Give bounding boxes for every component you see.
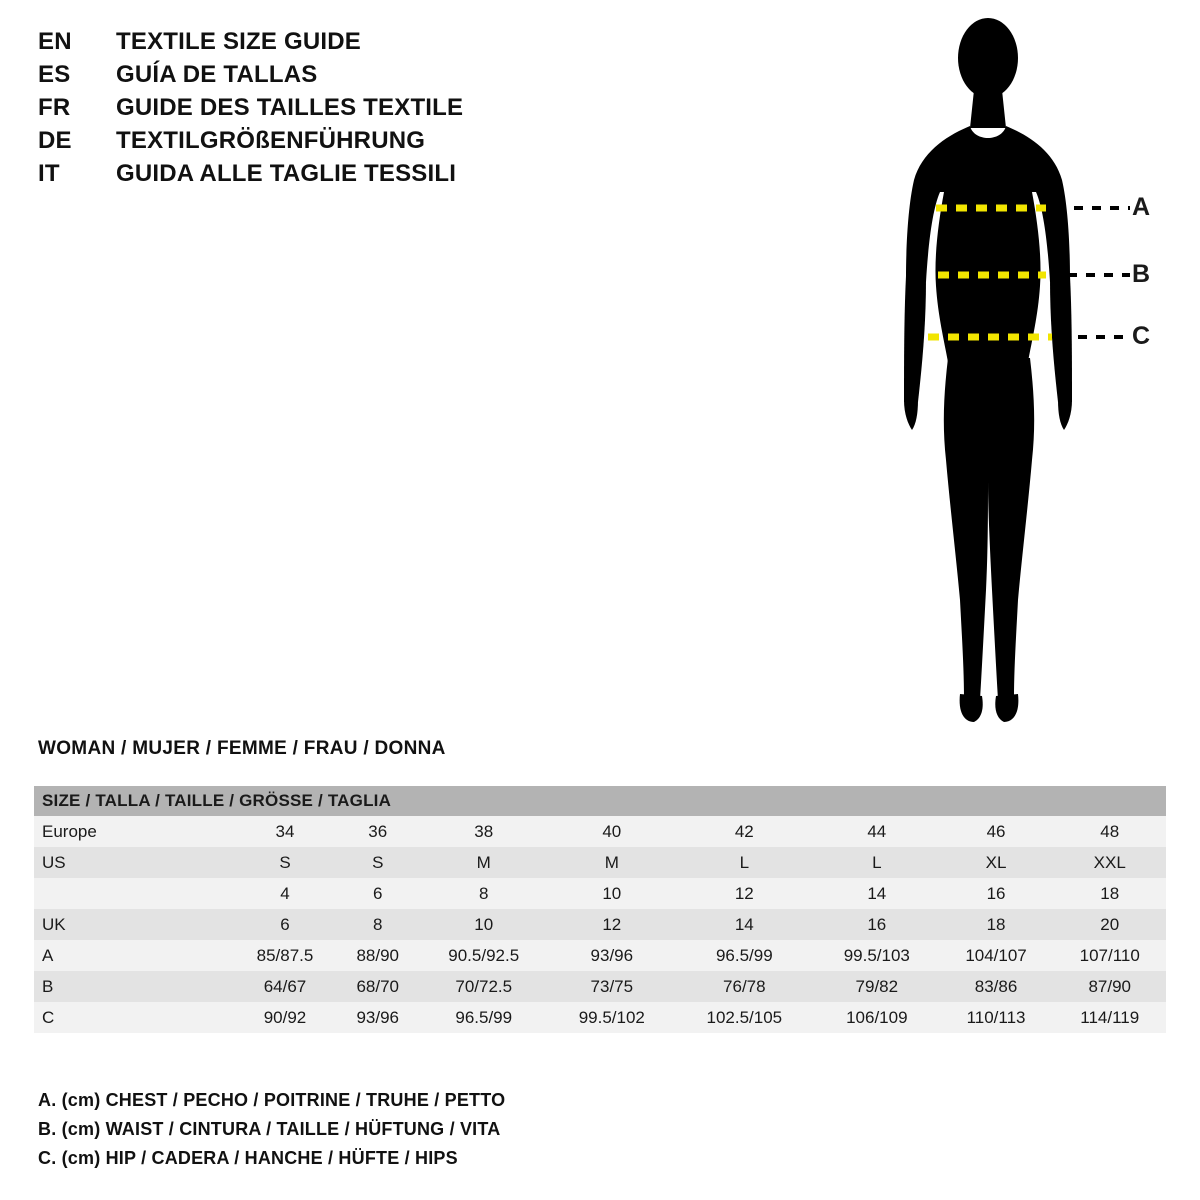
- table-row: [34, 971, 1166, 1002]
- cell-value: 90/92: [232, 1002, 338, 1033]
- cell-value: 79/82: [815, 971, 939, 1002]
- table-header-label: SIZE / TALLA / TAILLE / GRÖSSE / TAGLIA: [34, 786, 1166, 816]
- cell-value: 34: [232, 816, 338, 847]
- cell-value: 44: [815, 816, 939, 847]
- cell-value: 46: [939, 816, 1054, 847]
- legend-line-c: C. (cm) HIP / CADERA / HANCHE / HÜFTE / HIPS: [38, 1148, 458, 1168]
- cell-value: 99.5/103: [815, 940, 939, 971]
- cell-value: 36: [338, 816, 417, 847]
- female-silhouette-icon: [904, 18, 1072, 722]
- cell-value: M: [550, 847, 674, 878]
- cell-value: L: [674, 847, 815, 878]
- cell-value: 88/90: [338, 940, 417, 971]
- title-text-es: GUÍA DE TALLAS: [116, 61, 318, 88]
- title-text-en: TEXTILE SIZE GUIDE: [116, 28, 361, 55]
- gender-heading: WOMAN / MUJER / FEMME / FRAU / DONNA: [38, 738, 446, 759]
- cell-value: 20: [1053, 909, 1166, 940]
- cell-value: 10: [550, 878, 674, 909]
- title-row: [38, 28, 638, 61]
- cell-value: 107/110: [1053, 940, 1166, 971]
- row-label-europe: Europe: [34, 816, 232, 847]
- cell-value: 18: [939, 909, 1054, 940]
- cell-value: 42: [674, 816, 815, 847]
- legend: [38, 1090, 838, 1177]
- cell-value: 83/86: [939, 971, 1054, 1002]
- cell-value: 16: [815, 909, 939, 940]
- cell-value: 8: [338, 909, 417, 940]
- table-row: [34, 1002, 1166, 1033]
- title-row: [38, 94, 638, 127]
- table-row: [34, 816, 1166, 847]
- title-lang-fr: FR: [38, 94, 71, 121]
- title-row: [38, 160, 638, 193]
- cell-value: 40: [550, 816, 674, 847]
- title-row: [38, 127, 638, 160]
- cell-value: 96.5/99: [674, 940, 815, 971]
- cell-value: 99.5/102: [550, 1002, 674, 1033]
- cell-value: 85/87.5: [232, 940, 338, 971]
- cell-value: 90.5/92.5: [417, 940, 549, 971]
- cell-value: S: [232, 847, 338, 878]
- title-text-fr: GUIDE DES TAILLES TEXTILE: [116, 94, 464, 121]
- cell-value: 96.5/99: [417, 1002, 549, 1033]
- cell-value: 16: [939, 878, 1054, 909]
- title-row: [38, 61, 638, 94]
- cell-value: 48: [1053, 816, 1166, 847]
- figure-marker-c: C: [1132, 322, 1151, 350]
- cell-value: 12: [550, 909, 674, 940]
- row-label-us-numeric: [34, 878, 232, 909]
- cell-value: 14: [674, 909, 815, 940]
- cell-value: 10: [417, 909, 549, 940]
- cell-value: 106/109: [815, 1002, 939, 1033]
- size-table: [34, 786, 1166, 1033]
- row-label-us: US: [34, 847, 232, 878]
- title-lang-de: DE: [38, 127, 72, 154]
- figure-marker-b: B: [1132, 260, 1151, 288]
- cell-value: 114/119: [1053, 1002, 1166, 1033]
- cell-value: 18: [1053, 878, 1166, 909]
- cell-value: 68/70: [338, 971, 417, 1002]
- cell-value: 6: [232, 909, 338, 940]
- title-lang-es: ES: [38, 61, 71, 88]
- cell-value: 70/72.5: [417, 971, 549, 1002]
- cell-value: 102.5/105: [674, 1002, 815, 1033]
- table-row: [34, 847, 1166, 878]
- cell-value: 76/78: [674, 971, 815, 1002]
- title-text-it: GUIDA ALLE TAGLIE TESSILI: [116, 160, 457, 187]
- cell-value: 38: [417, 816, 549, 847]
- row-label-b: B: [34, 971, 232, 1002]
- table-row: [34, 909, 1166, 940]
- title-block: [38, 28, 638, 193]
- cell-value: 12: [674, 878, 815, 909]
- title-lang-en: EN: [38, 28, 72, 55]
- row-label-a: A: [34, 940, 232, 971]
- cell-value: 93/96: [338, 1002, 417, 1033]
- cell-value: 6: [338, 878, 417, 909]
- row-label-c: C: [34, 1002, 232, 1033]
- cell-value: 87/90: [1053, 971, 1166, 1002]
- body-figure: [860, 10, 1190, 750]
- cell-value: S: [338, 847, 417, 878]
- cell-value: XL: [939, 847, 1054, 878]
- title-text-de: TEXTILGRÖßENFÜHRUNG: [116, 127, 426, 154]
- cell-value: 64/67: [232, 971, 338, 1002]
- table-row: [34, 878, 1166, 909]
- cell-value: 104/107: [939, 940, 1054, 971]
- table-header-row: [34, 786, 1166, 816]
- title-lang-it: IT: [38, 160, 60, 187]
- legend-line-a: A. (cm) CHEST / PECHO / POITRINE / TRUHE / PETTO: [38, 1090, 506, 1110]
- cell-value: 93/96: [550, 940, 674, 971]
- cell-value: L: [815, 847, 939, 878]
- legend-line-b: B. (cm) WAIST / CINTURA / TAILLE / HÜFTUNG / VITA: [38, 1119, 501, 1139]
- figure-marker-a: A: [1132, 193, 1151, 221]
- cell-value: 4: [232, 878, 338, 909]
- cell-value: XXL: [1053, 847, 1166, 878]
- cell-value: 14: [815, 878, 939, 909]
- cell-value: 8: [417, 878, 549, 909]
- table-row: [34, 940, 1166, 971]
- cell-value: M: [417, 847, 549, 878]
- row-label-uk: UK: [34, 909, 232, 940]
- cell-value: 73/75: [550, 971, 674, 1002]
- cell-value: 110/113: [939, 1002, 1054, 1033]
